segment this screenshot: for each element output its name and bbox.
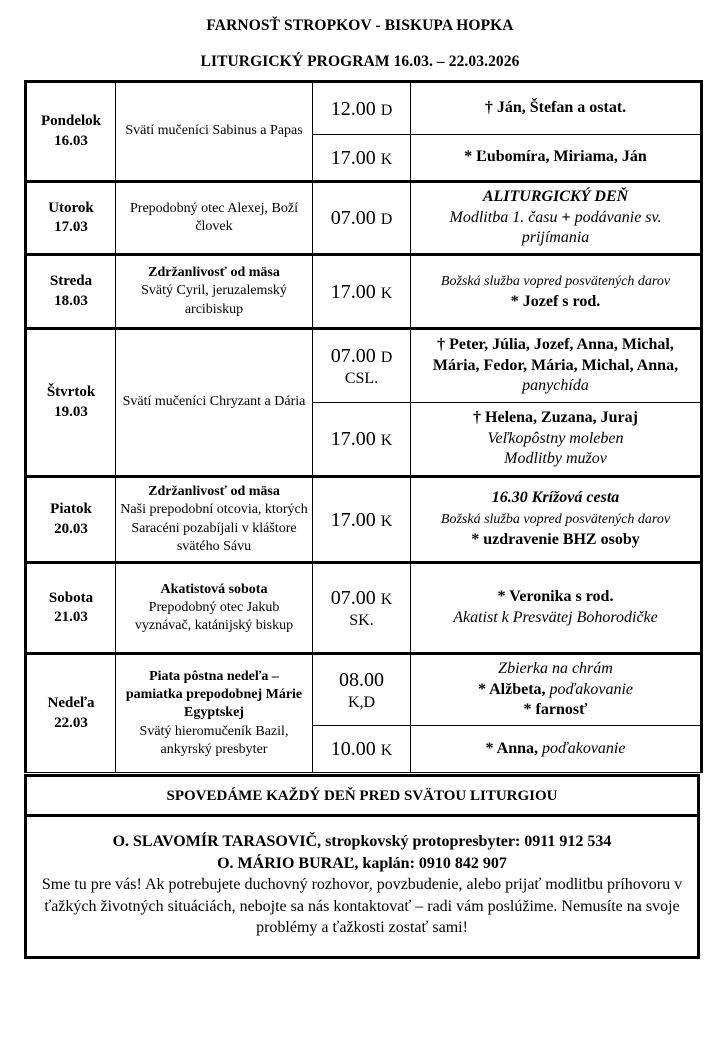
rite-code: K — [380, 284, 393, 302]
intention-cell — [411, 563, 702, 654]
service-note: Veľkopôstny moleben — [487, 429, 624, 447]
intention-suffix: panychída — [522, 377, 589, 395]
intention-cell — [411, 403, 702, 477]
fast-note: Piata pôstna nedeľa – pamiatka prepodobnej Márie Egyptskej — [125, 669, 303, 721]
service-note: podávanie sv. prijímania — [521, 208, 662, 247]
service-time — [313, 182, 411, 255]
day-name: Piatok — [50, 501, 92, 517]
service-time — [313, 726, 411, 773]
rite-code: K — [380, 590, 393, 608]
service-time — [313, 135, 411, 182]
contact-priest: O. SLAVOMÍR TARASOVIČ, stropkovský protopresbyter: 0911 912 534 — [112, 833, 612, 850]
contact-chaplain: O. MÁRIO BURAĽ, kaplán: 0910 842 907 — [217, 854, 507, 872]
rite-code: K — [380, 742, 393, 759]
feast-cell — [116, 255, 313, 329]
service-time — [313, 563, 411, 654]
intention-cell — [411, 726, 702, 773]
day-row-tuesday — [26, 182, 702, 255]
intention: * farnosť — [523, 701, 588, 719]
rite-code: K — [380, 432, 393, 449]
plus-sign: + — [561, 208, 571, 226]
time-value: 17.00 — [330, 280, 376, 303]
intention-cell — [411, 477, 702, 563]
day-cell — [26, 654, 116, 773]
day-row-thursday — [26, 329, 702, 403]
feast-cell: Svätí mučeníci Chryzant a Dária — [116, 329, 313, 477]
time-value: 07.00 — [330, 344, 376, 367]
day-name: Streda — [49, 273, 93, 289]
rite-code: D — [380, 101, 393, 119]
feast-cell — [116, 477, 313, 563]
intention-suffix: poďakovanie — [541, 739, 626, 757]
liturgical-program-table — [24, 80, 703, 773]
fast-note: Zdržanlivosť od mäsa — [148, 484, 280, 500]
service-time — [313, 654, 411, 726]
day-date: 19.03 — [54, 403, 88, 420]
day-heading: ALITURGICKÝ DEŇ — [482, 187, 629, 205]
day-cell — [26, 563, 116, 654]
intention-cell — [411, 654, 702, 726]
time-value: 17.00 — [330, 428, 376, 450]
intention: * Jozef s rod. — [510, 292, 601, 310]
feast-cell — [116, 654, 313, 773]
time-value: 17.00 — [330, 508, 376, 531]
intention-cell — [411, 255, 702, 329]
service-note: Božská služba vopred posvätených darov — [440, 512, 671, 528]
day-cell — [26, 255, 116, 329]
rite-language: CSL. — [344, 369, 379, 387]
intention: * uzdravenie BHZ osoby — [471, 530, 640, 548]
day-row-wednesday — [26, 255, 702, 329]
rite-code: K — [380, 512, 393, 530]
service-time — [313, 255, 411, 329]
time-value: 17.00 — [330, 146, 376, 169]
service-note: Modlitby mužov — [504, 450, 607, 468]
day-row-sunday — [26, 654, 702, 726]
feast-cell: Svätí mučeníci Sabinus a Papas — [116, 82, 313, 182]
fast-note: Akatistová sobota — [160, 581, 268, 597]
intention: † Helena, Zuzana, Juraj — [473, 408, 638, 426]
rite-code: D — [380, 211, 393, 228]
intention: * Veronika s rod. — [497, 588, 614, 606]
time-value: 10.00 — [330, 738, 376, 760]
day-date: 18.03 — [54, 292, 88, 309]
service-time — [313, 329, 411, 403]
day-cell — [26, 182, 116, 255]
service-note: Modlitba 1. času — [449, 208, 558, 226]
feast-name: Naši prepodobní otcovia, ktorých Saracéni pozabíjali v kláštore svätého Sávu — [120, 502, 308, 554]
contact-box — [24, 814, 700, 959]
fast-note: Zdržanlivosť od mäsa — [148, 265, 280, 281]
day-date: 21.03 — [54, 609, 88, 625]
feast-name: Prepodobný otec Jakub vyznávač, katánijský biskup — [134, 599, 294, 634]
day-row-saturday — [26, 563, 702, 654]
day-name: Sobota — [48, 589, 94, 606]
feast-name: Svätý hieromučeník Bazil, ankyrský presbyter — [139, 723, 289, 757]
rite-code: K — [380, 150, 393, 168]
time-value: 07.00 — [330, 207, 376, 229]
day-row-monday — [26, 82, 702, 135]
parish-title: FARNOSŤ STROPKOV - BISKUPA HOPKA — [206, 17, 514, 34]
day-date: 22.03 — [54, 714, 88, 731]
service-time — [313, 82, 411, 135]
day-date: 16.03 — [54, 132, 88, 149]
rite-language: SK. — [349, 611, 374, 629]
service-note: Zbierka na chrám — [498, 659, 613, 677]
day-name: Nedeľa — [47, 695, 95, 711]
day-name: Štvrtok — [46, 384, 96, 400]
day-cell — [26, 82, 116, 182]
intention: * Ľubomíra, Miriama, Ján — [411, 135, 702, 182]
intention-cell — [411, 182, 702, 255]
service-time — [313, 477, 411, 563]
day-heading: 16.30 Krížová cesta — [491, 489, 620, 507]
intention-cell — [411, 329, 702, 403]
confession-notice: SPOVEDÁME KAŽDÝ DEŇ PRED SVÄTOU LITURGIOU — [24, 774, 700, 815]
feast-name: Svätý Cyril, jeruzalemský arcibiskup — [141, 283, 287, 317]
day-cell — [26, 477, 116, 563]
intention: † Ján, Štefan a ostat. — [411, 82, 702, 135]
contact-message: Sme tu pre vás! Ak potrebujete duchovný rozhovor, povzbudenie, alebo prijať modlitbu príhovoru v ťažkých životných situáciách, nebojte sa nás kontaktovať – radi vám poslúžime. Nemusíte na svoje problémy a ťažkosti zostať sami! — [41, 876, 683, 937]
day-cell — [26, 329, 116, 477]
intention: * Alžbeta, — [477, 680, 546, 698]
day-name: Utorok — [48, 199, 94, 216]
time-value: 07.00 — [330, 586, 376, 609]
service-note: Akatist k Presvätej Bohorodičke — [453, 609, 658, 626]
day-name: Pondelok — [40, 113, 101, 129]
intention-suffix: poďakovanie — [549, 680, 634, 698]
program-title: LITURGICKÝ PROGRAM 16.03. – 22.03.2026 — [200, 53, 520, 70]
day-date: 17.03 — [54, 219, 88, 235]
feast-cell: Prepodobný otec Alexej, Boží človek — [116, 182, 313, 255]
time-value: 08.00 — [339, 668, 384, 691]
feast-cell — [116, 563, 313, 654]
time-value: 12.00 — [330, 97, 376, 120]
intention: † Peter, Júlia, Jozef, Anna, Michal, Mária, Fedor, Mária, Michal, Anna, — [432, 335, 679, 374]
day-row-friday — [26, 477, 702, 563]
rite-code: D — [380, 348, 393, 366]
service-note: Božská služba vopred posvätených darov — [440, 273, 671, 289]
intention: * Anna, — [485, 739, 538, 757]
day-date: 20.03 — [54, 520, 88, 537]
service-time — [313, 403, 411, 477]
rite-code: K,D — [347, 693, 376, 711]
